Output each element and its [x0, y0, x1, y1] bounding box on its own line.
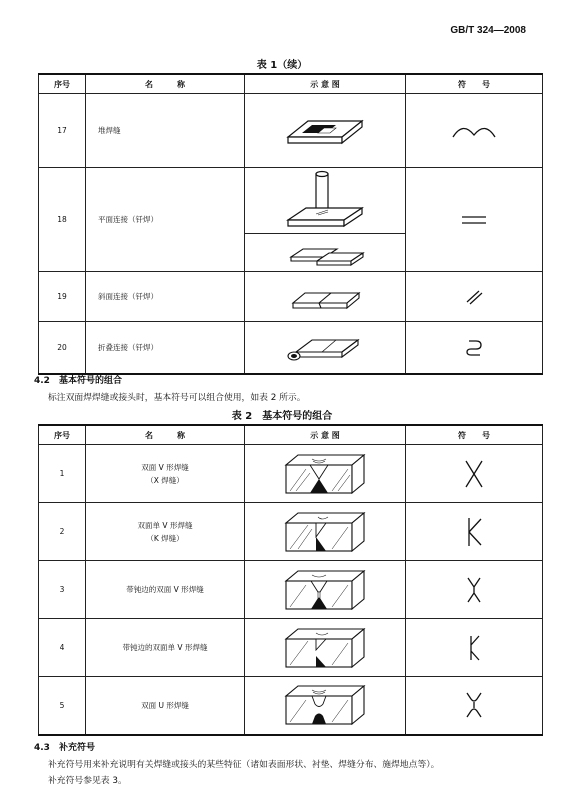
- header-diagram: 示 意 图: [245, 74, 406, 94]
- table-row: [39, 168, 543, 234]
- row-no: 19: [39, 272, 86, 322]
- table1-caption: 表 1（续）: [256, 60, 308, 71]
- surfacing-weld-diagram: [245, 94, 406, 168]
- row-no: 3: [39, 561, 86, 619]
- k-weld-symbol: [406, 503, 543, 561]
- row-name: [86, 445, 245, 503]
- braze-scarf-diagram: [245, 272, 406, 322]
- section-4-2-text: 标注双面焊焊缝或接头时，基本符号可以组合使用，如表 2 所示。: [48, 393, 306, 403]
- table-row: [39, 445, 543, 503]
- row-no: 2: [39, 503, 86, 561]
- row-no: 20: [39, 322, 86, 374]
- table-row: [39, 561, 543, 619]
- row-name: [86, 503, 245, 561]
- section-4-2-heading: 4.2 基本符号的组合: [34, 376, 122, 386]
- row-name-line: 双面 V 形焊缝: [141, 462, 189, 472]
- x-root-face-symbol: [406, 561, 543, 619]
- row-name: 斜面连接（钎焊）: [86, 272, 245, 322]
- row-no: 17: [39, 94, 86, 168]
- braze-lap-diagram: [245, 234, 406, 272]
- x-root-face-diagram: [245, 561, 406, 619]
- row-name: [86, 677, 245, 735]
- double-u-diagram: [245, 677, 406, 735]
- table1: [38, 73, 543, 375]
- table2-caption: 表 2 基本符号的组合: [231, 411, 333, 422]
- row-name-line: （K 焊缝）: [146, 533, 184, 543]
- header-no: 序号: [39, 425, 86, 445]
- double-u-symbol: [406, 677, 543, 735]
- header-symbol: 符 号: [406, 425, 543, 445]
- k-weld-diagram: [245, 503, 406, 561]
- double-line-symbol: [406, 168, 543, 272]
- k-root-face-symbol: [406, 619, 543, 677]
- section-4-3-heading: 4.3 补充符号: [34, 743, 95, 753]
- table-row: [39, 619, 543, 677]
- row-name-line: 双面 U 形焊缝: [141, 700, 189, 710]
- table-row: [39, 677, 543, 735]
- table-row: [39, 503, 543, 561]
- row-name-line: （X 焊缝）: [146, 475, 184, 485]
- table-row: [39, 322, 543, 374]
- x-weld-diagram: [245, 445, 406, 503]
- standard-number: GB/T 324—2008: [450, 25, 526, 36]
- fold-symbol: [406, 322, 543, 374]
- x-weld-symbol: [406, 445, 543, 503]
- header-diagram: 示 意 图: [245, 425, 406, 445]
- braze-flat-diagram: [245, 168, 406, 234]
- row-name: 平面连接（钎焊）: [86, 168, 245, 272]
- table1-header-row: [39, 74, 543, 94]
- row-name: [86, 561, 245, 619]
- section-4-3-text: 补充符号用来补充说明有关焊缝或接头的某些特征（诸如表面形状、衬垫、焊缝分布、施焊地点等）。: [48, 760, 440, 770]
- row-no: 5: [39, 677, 86, 735]
- row-no: 18: [39, 168, 86, 272]
- row-no: 1: [39, 445, 86, 503]
- double-slash-symbol: [406, 272, 543, 322]
- braze-fold-diagram: [245, 322, 406, 374]
- table2-header-row: [39, 425, 543, 445]
- section-4-3-reference: 补充符号参见表 3。: [48, 776, 127, 786]
- header-name: 名 称: [86, 425, 245, 445]
- row-name-line: 双面单 V 形焊缝: [137, 520, 193, 530]
- overlay-arc-symbol: [406, 94, 543, 168]
- row-name: 折叠连接（钎焊）: [86, 322, 245, 374]
- row-name: 堆焊缝: [86, 94, 245, 168]
- header-symbol: 符 号: [406, 74, 543, 94]
- table-row: [39, 94, 543, 168]
- table-row: [39, 272, 543, 322]
- row-name-line: 带钝边的双面单 V 形焊缝: [122, 643, 208, 652]
- header-name: 名 称: [86, 74, 245, 94]
- row-name: [86, 619, 245, 677]
- k-root-face-diagram: [245, 619, 406, 677]
- header-no: 序号: [39, 74, 86, 94]
- row-no: 4: [39, 619, 86, 677]
- row-name-line: 带钝边的双面 V 形焊缝: [126, 585, 204, 594]
- table2: [38, 424, 543, 736]
